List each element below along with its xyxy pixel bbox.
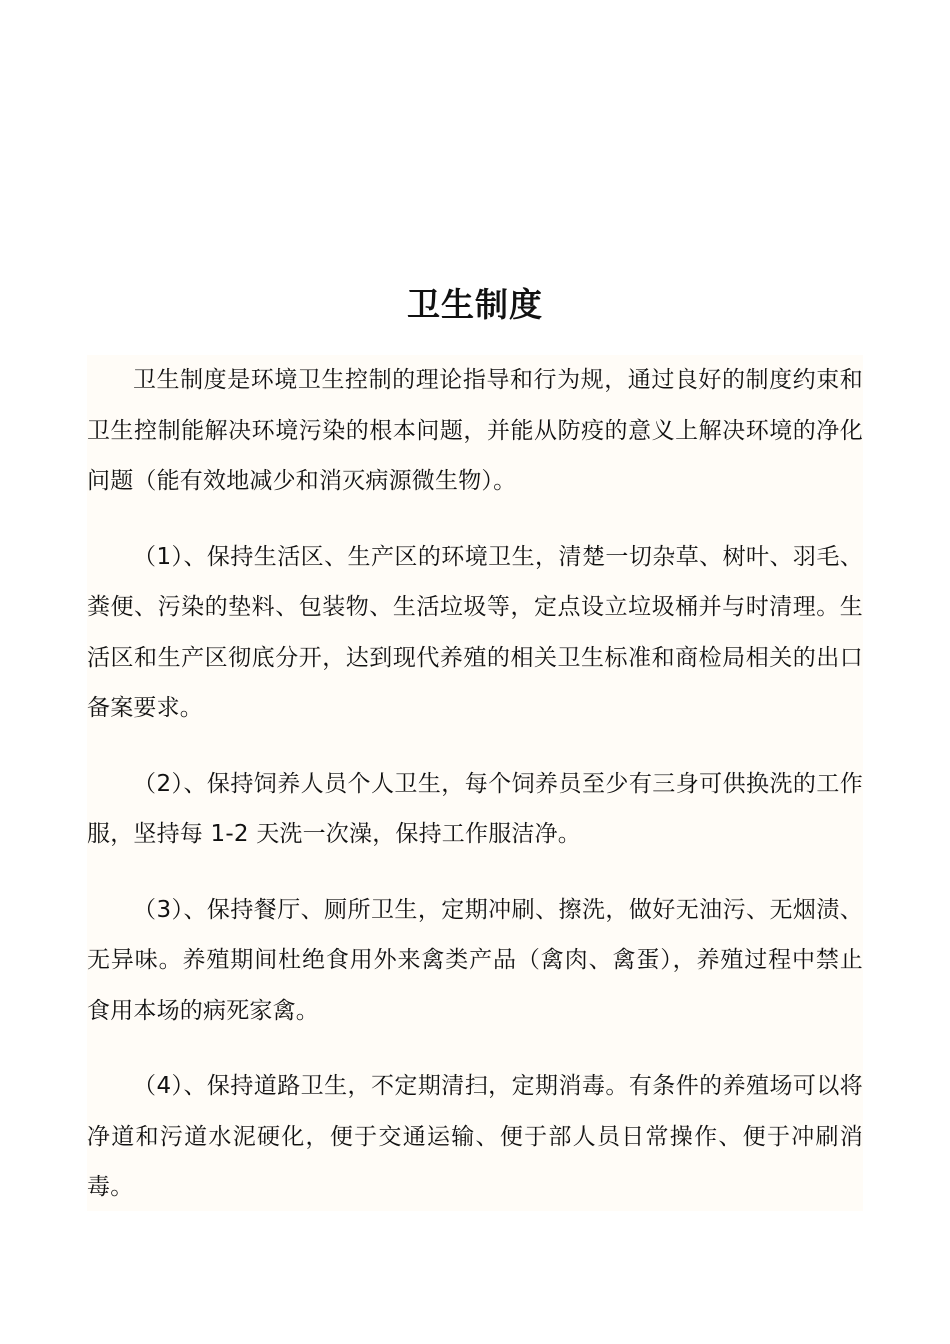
rule-paragraph-2: （2）、保持饲养人员个人卫生，每个饲养员至少有三身可供换洗的工作服，坚持每 1-2 天洗一次澡，保持工作服洁净。: [87, 770, 863, 847]
paragraph-spacer: [87, 507, 863, 532]
paragraph-spacer: [87, 734, 863, 759]
document-body: [87, 355, 863, 1211]
intro-paragraph: 卫生制度是环境卫生控制的理论指导和行为规，通过良好的制度约束和卫生控制能解决环境污染的根本问题，并能从防疫的意义上解决环境的净化问题（能有效地减少和消灭病源微生物）。: [87, 367, 863, 494]
rule-paragraph-4: （4）、保持道路卫生，不定期清扫，定期消毒。有条件的养殖场可以将净道和污道水泥硬化，便于交通运输、便于部人员日常操作、便于冲刷消毒。: [87, 1073, 863, 1200]
rule-paragraph-3: （3）、保持餐厅、厕所卫生，定期冲刷、擦洗，做好无油污、无烟渍、无异味。养殖期间杜绝食用外来禽类产品（禽肉、禽蛋），养殖过程中禁止食用本场的病死家禽。: [87, 896, 863, 1024]
paragraph-spacer: [87, 1036, 863, 1061]
page-title: 卫生制度: [407, 285, 543, 324]
paragraph-spacer: [87, 860, 863, 885]
rule-paragraph-1: （1）、保持生活区、生产区的环境卫生，清楚一切杂草、树叶、羽毛、粪便、污染的垫料、包装物、生活垃圾等，定点设立垃圾桶并与时清理。生活区和生产区彻底分开，达到现代养殖的相关卫生标准和商检局相关的出口备案要求。: [87, 543, 863, 721]
